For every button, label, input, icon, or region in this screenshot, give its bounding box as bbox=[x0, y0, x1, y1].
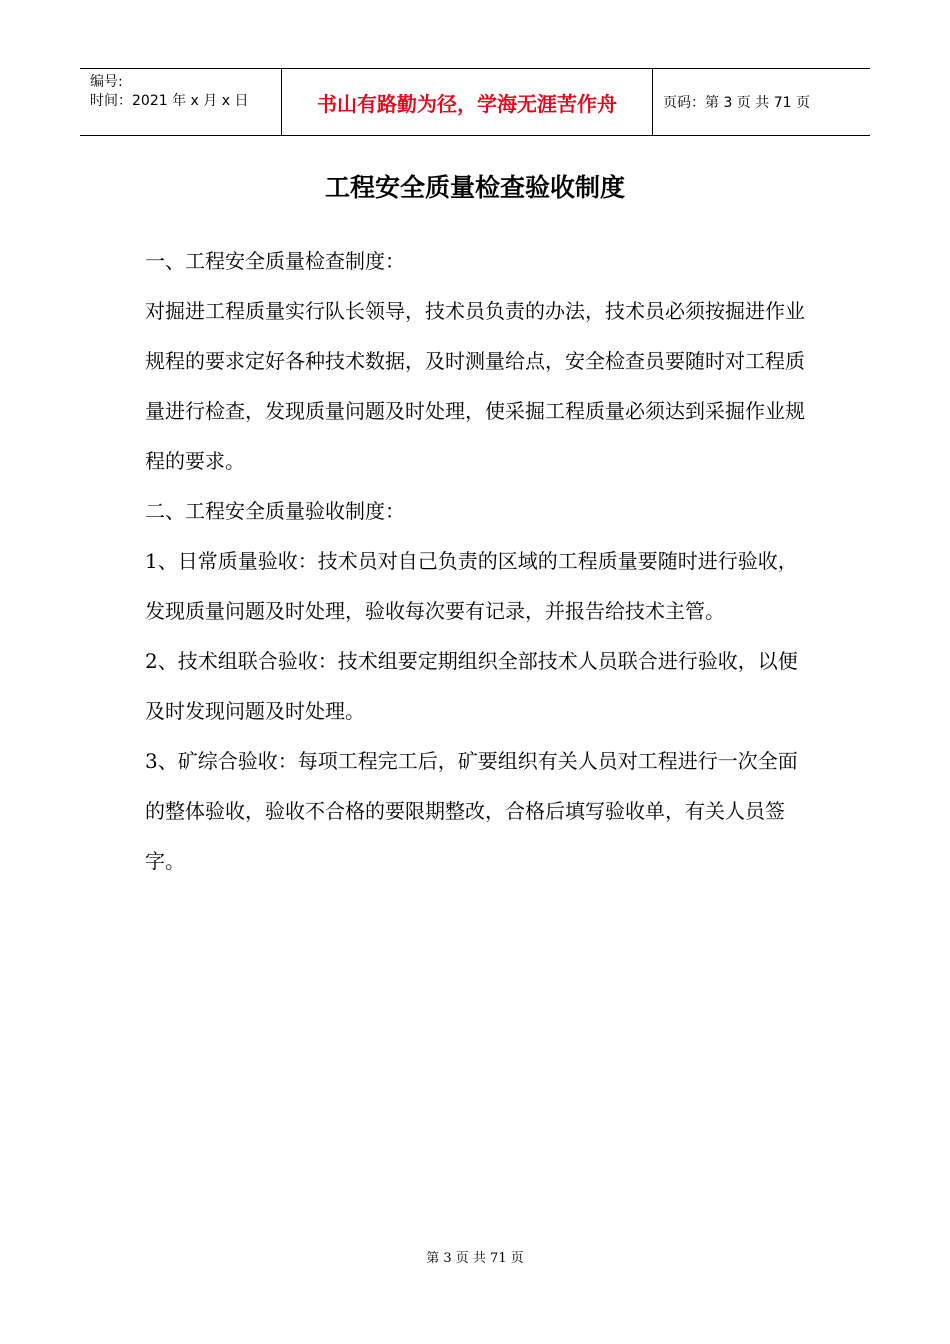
document-title: 工程安全质量检查验收制度 bbox=[324, 173, 625, 202]
page-header bbox=[80, 68, 870, 136]
header-motto: 书山有路勤为径，学海无涯苦作舟 bbox=[317, 91, 617, 116]
header-meta bbox=[80, 69, 281, 135]
section-heading-acceptance: 二、工程安全质量验收制度： bbox=[145, 499, 405, 523]
header-page-info: 页码：第 3 页 共 71 页 bbox=[663, 95, 810, 111]
header-motto-cell bbox=[281, 69, 653, 135]
paragraph-daily-acceptance: 1、日常质量验收：技术员对自己负责的区域的工程质量要随时进行验收，发现质量问题及时处理，验收每次要有记录，并报告给技术主管。 bbox=[145, 549, 798, 623]
document-time: 时间：2021 年 x 月 x 日 bbox=[90, 93, 249, 109]
document-number-label: 编号: bbox=[90, 74, 123, 90]
section-heading-inspection: 一、工程安全质量检查制度： bbox=[145, 249, 405, 273]
paragraph-inspection: 对掘进工程质量实行队长领导，技术员负责的办法，技术员必须按掘进作业规程的要求定好各种技术数据，及时测量给点，安全检查员要随时对工程质量进行检查，发现质量问题及时处理，使采掘工程质量必须达到采掘作业规程的要求。 bbox=[145, 299, 805, 473]
paragraph-joint-acceptance: 2、技术组联合验收：技术组要定期组织全部技术人员联合进行验收，以便及时发现问题及时处理。 bbox=[145, 649, 798, 723]
header-page-info-cell bbox=[653, 69, 870, 135]
paragraph-mine-acceptance: 3、矿综合验收：每项工程完工后，矿要组织有关人员对工程进行一次全面的整体验收，验收不合格的要限期整改，合格后填写验收单，有关人员签字。 bbox=[145, 749, 798, 873]
document-body bbox=[145, 236, 810, 886]
page-footer: 第 3 页 共 71 页 bbox=[426, 1251, 524, 1266]
